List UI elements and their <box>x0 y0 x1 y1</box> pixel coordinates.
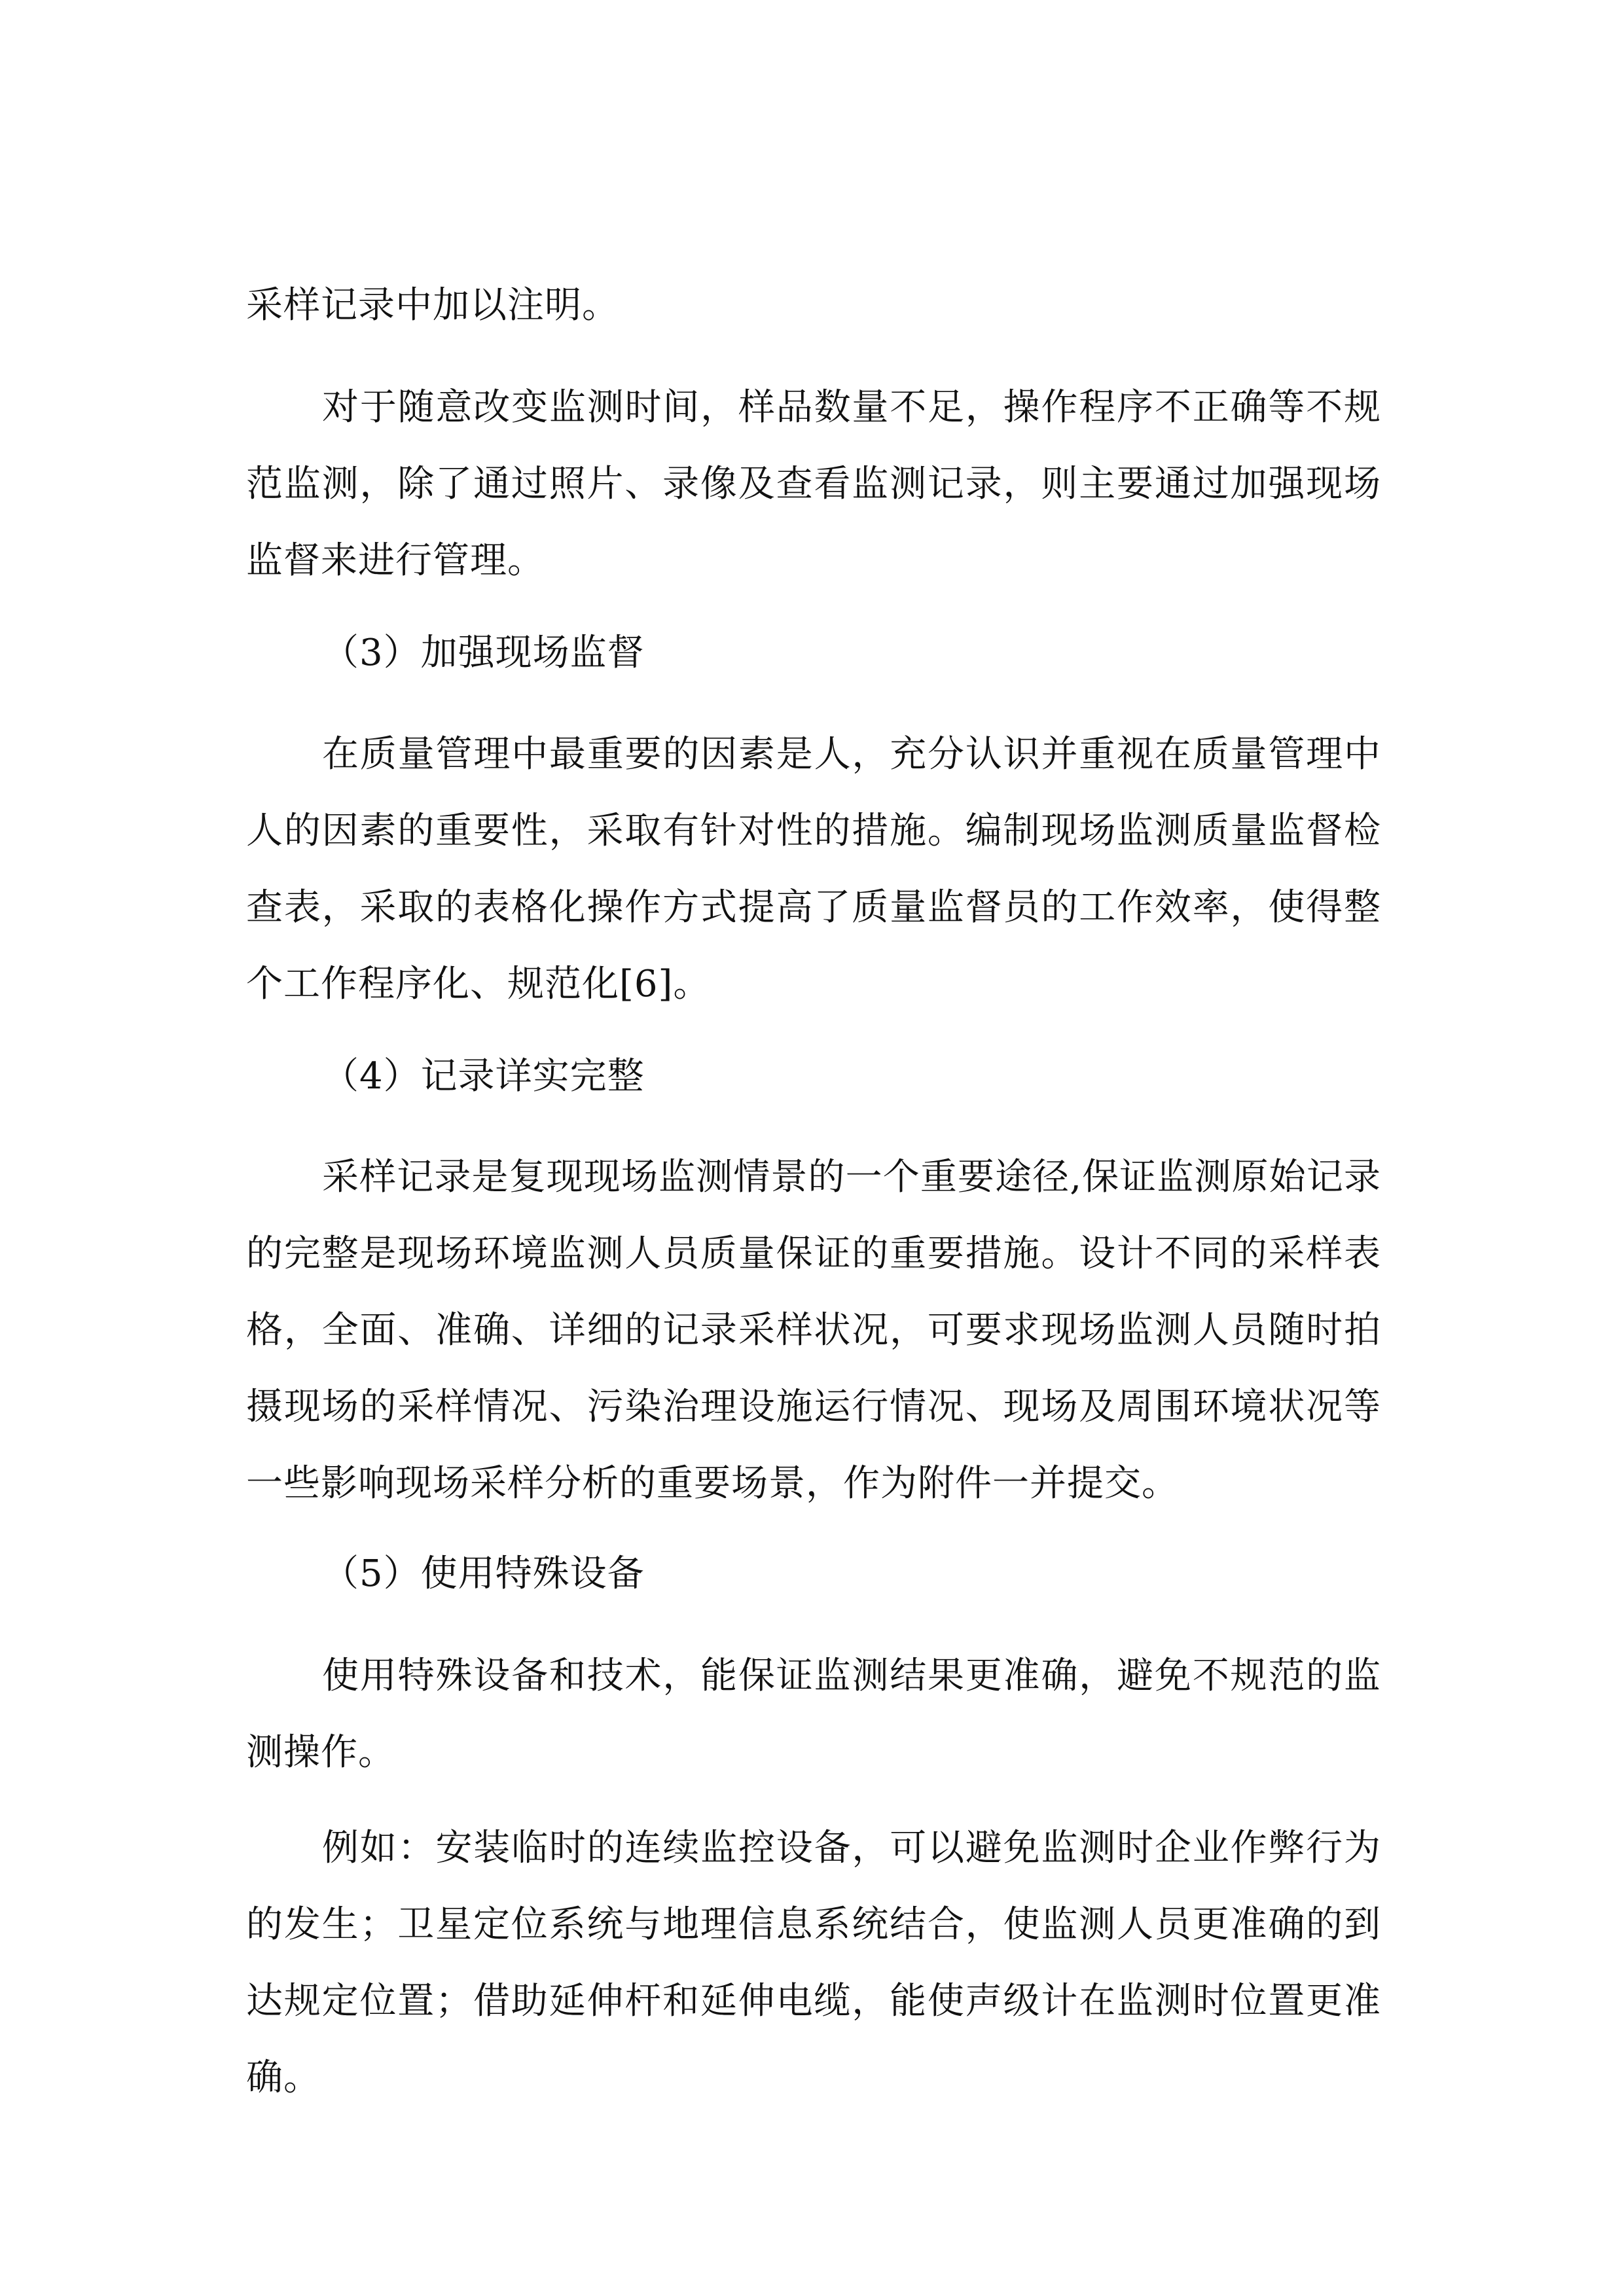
paragraph-continuation: 采样记录中加以注明。 <box>246 284 619 327</box>
section-heading-3: （3）加强现场监督 <box>322 632 645 674</box>
section-heading-5: （5）使用特殊设备 <box>322 1552 645 1595</box>
paragraph-example: 例如：安装临时的连续监控设备，可以避免监测时企业作弊行为的发生；卫星定位系统与地理信息系统结合，使监测人员更准确的到达规定位置；借助延伸杆和延伸电缆，能使声级计在监测时位置更准确。 <box>246 1827 1381 2099</box>
paragraph-quality-management: 在质量管理中最重要的因素是人，充分认识并重视在质量管理中人的因素的重要性，采取有针对性的措施。编制现场监测质量监督检查表，采取的表格化操作方式提高了质量监督员的工作效率，使得整个工作程序化、规范化[6]。 <box>246 733 1381 1005</box>
paragraph-irregular-monitoring: 对于随意改变监测时间，样品数量不足，操作程序不正确等不规范监测，除了通过照片、录像及查看监测记录，则主要通过加强现场监督来进行管理。 <box>246 386 1381 582</box>
paragraph-sampling-records: 采样记录是复现现场监测情景的一个重要途径,保证监测原始记录的完整是现场环境监测人员质量保证的重要措施。设计不同的采样表格，全面、准确、详细的记录采样状况，可要求现场监测人员随时拍摄现场的采样情况、污染治理设施运行情况、现场及周围环境状况等一些影响现场采样分析的重要场景，作为附件一并提交。 <box>246 1156 1381 1505</box>
paragraph-special-equipment: 使用特殊设备和技术，能保证监测结果更准确，避免不规范的监测操作。 <box>246 1655 1381 1774</box>
section-heading-4: （4）记录详实完整 <box>322 1055 645 1098</box>
